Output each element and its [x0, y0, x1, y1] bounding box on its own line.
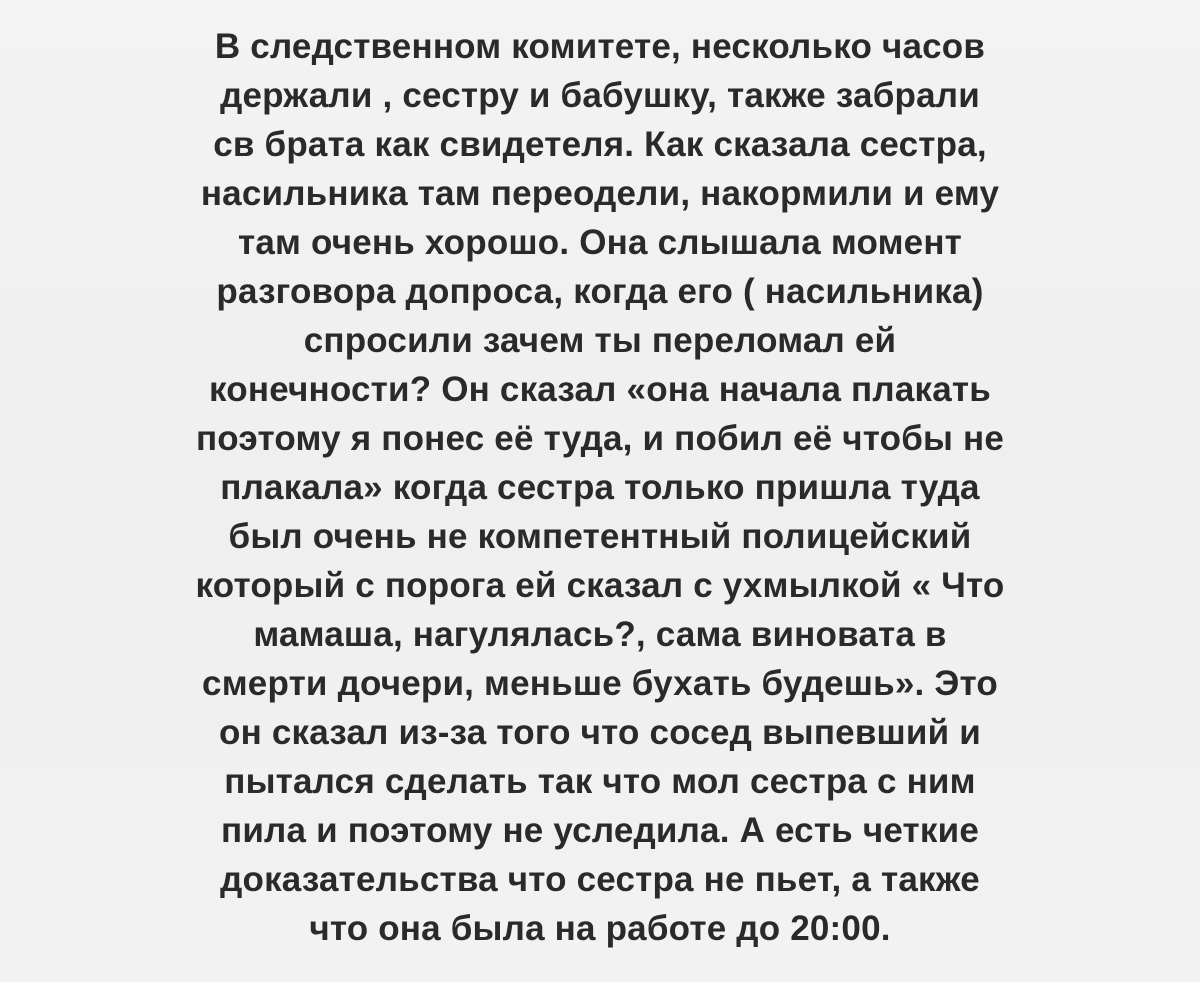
text-line-18: доказательства что сестра не пьет, а также [220, 860, 980, 899]
text-line-4: насильника там переодели, накормили и ему [200, 174, 1000, 213]
text-line-2: держали , сестру и бабушку, также забрали [220, 76, 980, 115]
text-line-16: пытался сделать так что мол сестра с ним [224, 762, 976, 801]
text-line-15: он сказал из-за того что сосед выпевший и [219, 713, 981, 752]
text-line-10: плакала» когда сестра только пришла туда [220, 468, 980, 507]
text-line-7: спросили зачем ты переломал ей [303, 321, 897, 360]
text-line-17: пила и поэтому не уследила. А есть четкие [221, 811, 979, 850]
text-line-5: там очень хорошо. Она слышала момент [237, 223, 963, 262]
text-line-9: поэтому я понес её туда, и побил её чтобы не [195, 419, 1005, 458]
text-line-6: разговора допроса, когда его ( насильника) [216, 272, 984, 311]
text-line-14: смерти дочери, меньше бухать будешь». Это [202, 664, 998, 703]
document-text [0, 22, 1200, 953]
text-line-19: что она была на работе до 20:00. [309, 909, 891, 948]
text-line-8: конечности? Он сказал «она начала плакать [209, 370, 991, 409]
text-line-3: св брата как свидетеля. Как сказала сестра, [213, 125, 987, 164]
text-line-11: был очень не компетентный полицейский [228, 517, 972, 556]
text-line-12: который с порога ей сказал с ухмылкой « Что [195, 566, 1005, 605]
text-line-13: мамаша, нагулялась?, сама виновата в [253, 615, 947, 654]
text-line-1: В следственном комитете, несколько часов [214, 27, 986, 66]
